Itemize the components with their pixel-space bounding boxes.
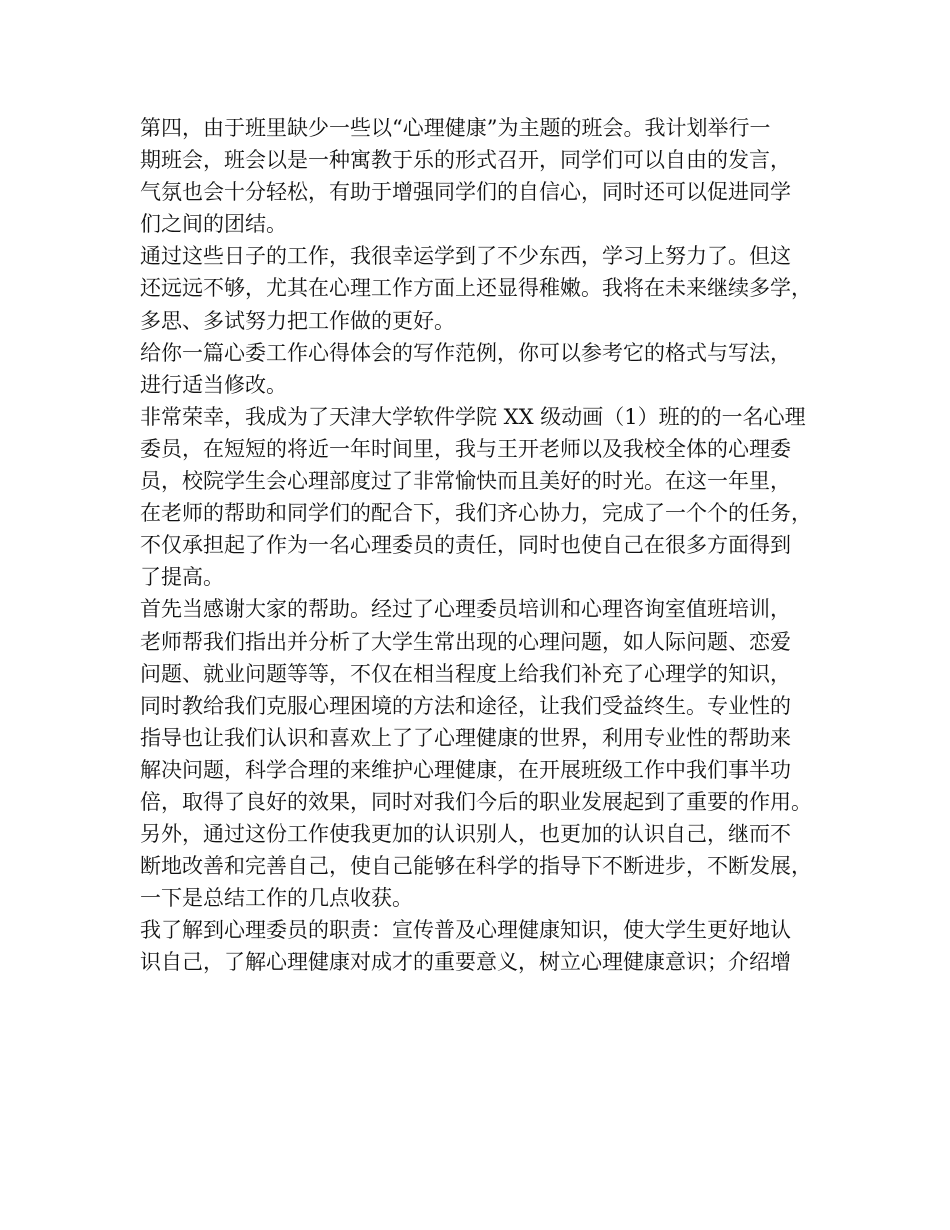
- text-line: 解决问题，科学合理的来维护心理健康，在开展班级工作中我们事半功: [140, 757, 791, 782]
- text-line: 首先当感谢大家的帮助。经过了心理委员培训和心理咨询室值班培训，: [140, 597, 791, 622]
- text-line: 气氛也会十分轻松，有助于增强同学们的自信心，同时还可以促进同学: [140, 180, 791, 205]
- text-line: 倍，取得了良好的效果，同时对我们今后的职业发展起到了重要的作用。: [140, 789, 812, 814]
- text-line: 们之间的团结。: [140, 212, 287, 237]
- text-line: 在老师的帮助和同学们的配合下，我们齐心协力，完成了一个个的任务，: [140, 501, 812, 526]
- text-line: 给你一篇心委工作心得体会的写作范例，你可以参考它的格式与写法，: [140, 340, 791, 365]
- text-line: 老师帮我们指出并分析了大学生常出现的心理问题，如人际问题、恋爱: [140, 629, 791, 654]
- text-line: 识自己，了解心理健康对成才的重要意义，树立心理健康意识；介绍增: [140, 950, 791, 975]
- text-line: 指导也让我们认识和喜欢上了了心理健康的世界，利用专业性的帮助来: [140, 725, 791, 750]
- text-line: 另外，通过这份工作使我更加的认识别人，也更加的认识自己，继而不: [140, 822, 791, 847]
- text-line: 通过这些日子的工作，我很幸运学到了不少东西，学习上努力了。但这: [140, 244, 791, 269]
- text-line: 一下是总结工作的几点收获。: [140, 886, 413, 911]
- text-line: 进行适当修改。: [140, 372, 287, 397]
- text-line: 多思、多试努力把工作做的更好。: [140, 308, 455, 333]
- text-line: 委员，在短短的将近一年时间里，我与王开老师以及我校全体的心理委: [140, 436, 791, 461]
- text-line: 第四，由于班里缺少一些以“心理健康”为主题的班会。我计划举行一: [140, 116, 771, 140]
- text-line: 问题、就业问题等等，不仅在相当程度上给我们补充了心理学的知识，: [140, 661, 791, 686]
- text-line: 断地改善和完善自己，使自己能够在科学的指导下不断进步，不断发展，: [140, 854, 812, 879]
- text-line: 还远远不够，尤其在心理工作方面上还显得稚嫩。我将在未来继续多学，: [140, 276, 812, 301]
- text-line: 非常荣幸，我成为了天津大学软件学院 XX 级动画（1）班的的一名心理: [140, 404, 806, 429]
- document-body: [140, 112, 830, 979]
- text-line: 我了解到心理委员的职责：宣传普及心理健康知识，使大学生更好地认: [140, 918, 791, 943]
- text-line: 不仅承担起了作为一名心理委员的责任，同时也使自己在很多方面得到: [140, 533, 791, 558]
- text-line: 期班会，班会以是一种寓教于乐的形式召开，同学们可以自由的发言，: [140, 148, 791, 173]
- text-line: 了提高。: [140, 565, 224, 590]
- text-line: 员，校院学生会心理部度过了非常愉快而且美好的时光。在这一年里，: [140, 469, 791, 494]
- text-line: 同时教给我们克服心理困境的方法和途径，让我们受益终生。专业性的: [140, 693, 791, 718]
